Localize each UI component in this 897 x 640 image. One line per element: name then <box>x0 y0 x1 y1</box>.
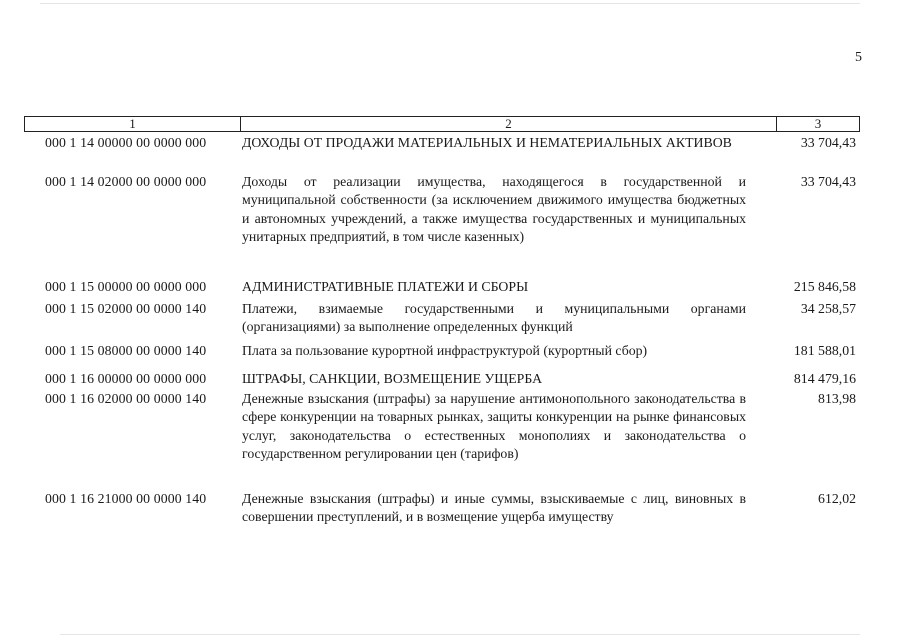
budget-code: 000 1 15 02000 00 0000 140 <box>45 301 207 316</box>
row-amount: 215 846,58 <box>793 279 856 294</box>
row-description: АДМИНИСТРАТИВНЫЕ ПЛАТЕЖИ И СБОРЫ <box>242 279 529 294</box>
row-amount: 813,98 <box>818 391 856 406</box>
table-header <box>24 116 860 132</box>
budget-code: 000 1 16 21000 00 0000 140 <box>45 491 207 506</box>
header-col-3: 3 <box>814 116 822 131</box>
row-amount: 612,02 <box>818 491 856 506</box>
budget-code: 000 1 14 02000 00 0000 000 <box>45 174 207 189</box>
row-description: Плата за пользование курортной инфраструктурой (курортный сбор) <box>242 343 648 358</box>
scan-edge-bottom <box>60 634 860 635</box>
budget-code: 000 1 15 08000 00 0000 140 <box>45 343 207 358</box>
budget-code: 000 1 16 02000 00 0000 140 <box>45 391 207 406</box>
budget-code: 000 1 15 00000 00 0000 000 <box>45 279 207 294</box>
row-description: Платежи, взимаемые государственными и муниципальными органами (организациями) за выполнение определенных функций <box>242 301 746 335</box>
budget-code: 000 1 16 00000 00 0000 000 <box>45 371 207 386</box>
row-amount: 33 704,43 <box>800 135 856 150</box>
row-description: Денежные взыскания (штрафы) и иные суммы, взыскиваемые с лиц, виновных в совершении преступлений, и в возмещение ущерба имуществу <box>242 491 746 525</box>
row-description: Денежные взыскания (штрафы) за нарушение антимонопольного законодательства в сфере конкуренции на товарных рынках, защиты конкуренции на рынке финансовых услуг, законодательства о естественных монополиях и законодательства о государственном регулировании цен (тарифов) <box>242 391 746 462</box>
row-amount: 34 258,57 <box>800 301 856 316</box>
row-description: ШТРАФЫ, САНКЦИИ, ВОЗМЕЩЕНИЕ УЩЕРБА <box>242 371 543 386</box>
header-col-2: 2 <box>241 117 777 131</box>
row-amount: 33 704,43 <box>800 174 856 189</box>
row-amount: 181 588,01 <box>793 343 856 358</box>
row-description: ДОХОДЫ ОТ ПРОДАЖИ МАТЕРИАЛЬНЫХ И НЕМАТЕРИАЛЬНЫХ АКТИВОВ <box>242 135 732 150</box>
row-amount: 814 479,16 <box>793 371 856 386</box>
scan-edge-top <box>40 3 860 4</box>
budget-code: 000 1 14 00000 00 0000 000 <box>45 135 207 150</box>
row-description: Доходы от реализации имущества, находящегося в государственной и муниципальной собственности (за исключением движимого имущества бюджетных и автономных учреждений, а также имущества государственных и муниципальных унитарных предприятий, в том числе казенных) <box>242 174 746 245</box>
page-number: 5 <box>855 50 862 65</box>
header-col-1: 1 <box>25 117 241 131</box>
